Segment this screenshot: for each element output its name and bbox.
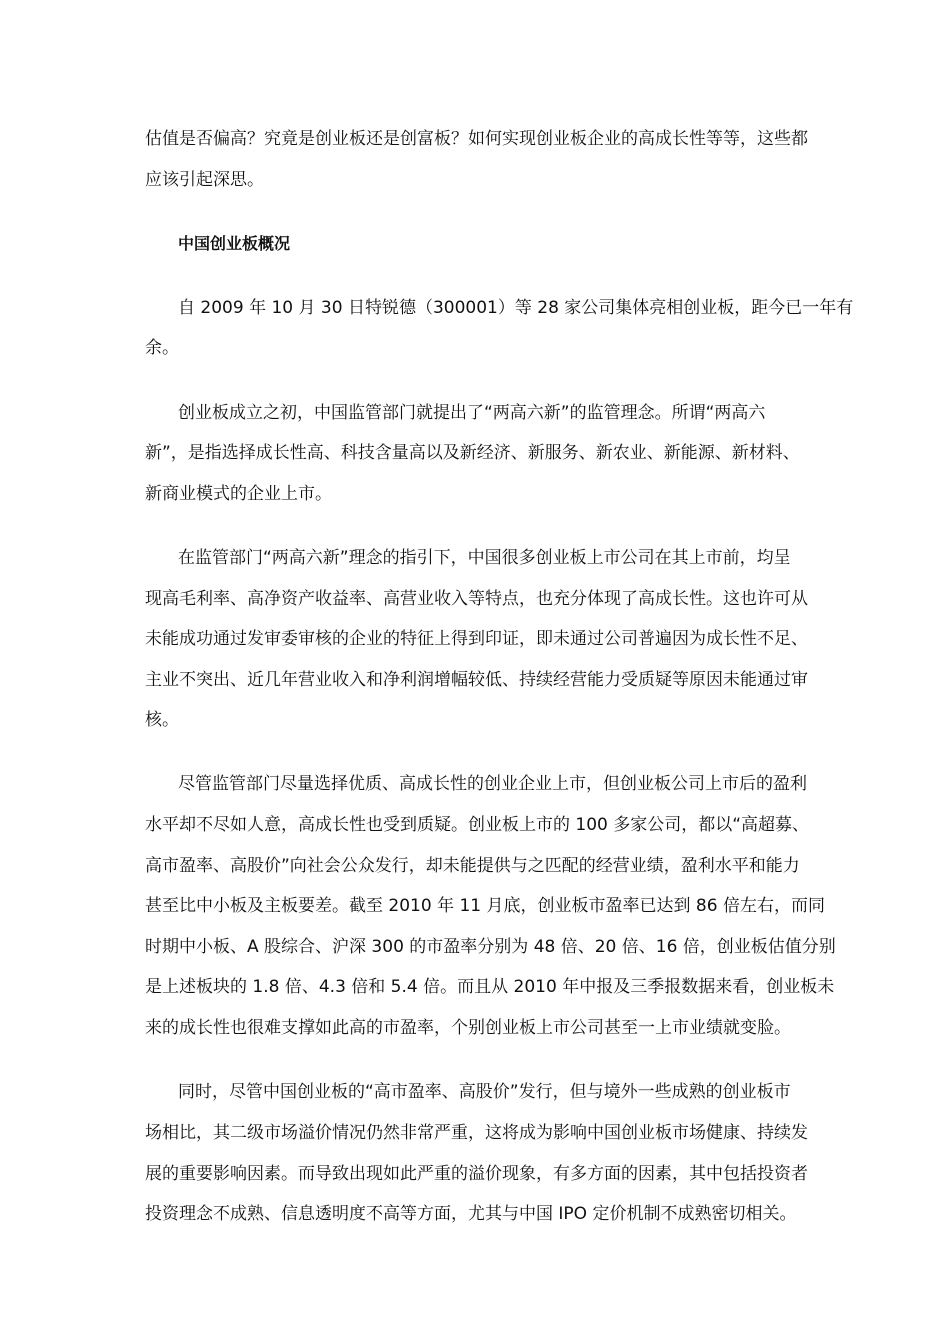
text-line: 估值是否偏高？究竟是创业板还是创富板？如何实现创业板企业的高成长性等等，这些都	[145, 129, 808, 149]
text-line: 核。	[145, 710, 179, 730]
text-line: 同时，尽管中国创业板的“高市盈率、高股价”发行，但与境外一些成熟的创业板市	[178, 1082, 791, 1102]
text-line: 余。	[145, 338, 179, 358]
section-heading: 中国创业板概况	[178, 234, 291, 253]
text-line: 水平却不尽如人意，高成长性也受到质疑。创业板上市的 100 多家公司，都以“高超募、	[145, 815, 810, 835]
text-line: 展的重要影响因素。而导致出现如此严重的溢价现象，有多方面的因素，其中包括投资者	[145, 1164, 808, 1184]
text-line: 来的成长性也很难支撑如此高的市盈率，个别创业板上市公司甚至一上市业绩就变脸。	[145, 1018, 791, 1038]
text-line: 自 2009 年 10 月 30 日特锐德（300001）等 28 家公司集体亮相创业板，距今已一年有	[178, 298, 854, 318]
text-line: 新商业模式的企业上市。	[145, 484, 332, 504]
text-line: 场相比，其二级市场溢价情况仍然非常严重，这将成为影响中国创业板市场健康、持续发	[145, 1123, 808, 1143]
text-line: 尽管监管部门尽量选择优质、高成长性的创业企业上市，但创业板公司上市后的盈利	[178, 774, 807, 794]
text-line: 应该引起深思。	[145, 170, 264, 190]
text-line: 时期中小板、A 股综合、沪深 300 的市盈率分别为 48 倍、20 倍、16 倍，创业板估值分别	[145, 937, 836, 957]
text-line: 主业不突出、近几年营业收入和净利润增幅较低、持续经营能力受质疑等原因未能通过审	[145, 670, 808, 690]
text-line: 在监管部门“两高六新”理念的指引下，中国很多创业板上市公司在其上市前，均呈	[178, 548, 791, 568]
text-line: 创业板成立之初，中国监管部门就提出了“两高六新”的监管理念。所谓“两高六	[178, 403, 766, 423]
text-line: 现高毛利率、高净资产收益率、高营业收入等特点，也充分体现了高成长性。这也许可从	[145, 589, 808, 609]
text-line: 高市盈率、高股价”向社会公众发行，却未能提供与之匹配的经营业绩，盈利水平和能力	[145, 856, 800, 876]
text-line: 投资理念不成熟、信息透明度不高等方面，尤其与中国 IPO 定价机制不成熟密切相关。	[145, 1204, 797, 1224]
text-line: 未能成功通过发审委审核的企业的特征上得到印证，即未通过公司普遍因为成长性不足、	[145, 629, 808, 649]
text-line: 是上述板块的 1.8 倍、4.3 倍和 5.4 倍。而且从 2010 年中报及三季报数据来看，创业板未	[145, 977, 835, 997]
text-line: 新”，是指选择成长性高、科技含量高以及新经济、新服务、新农业、新能源、新材料、	[145, 443, 800, 463]
text-line: 甚至比中小板及主板要差。截至 2010 年 11 月底，创业板市盈率已达到 86 倍左右，而同	[145, 896, 825, 916]
